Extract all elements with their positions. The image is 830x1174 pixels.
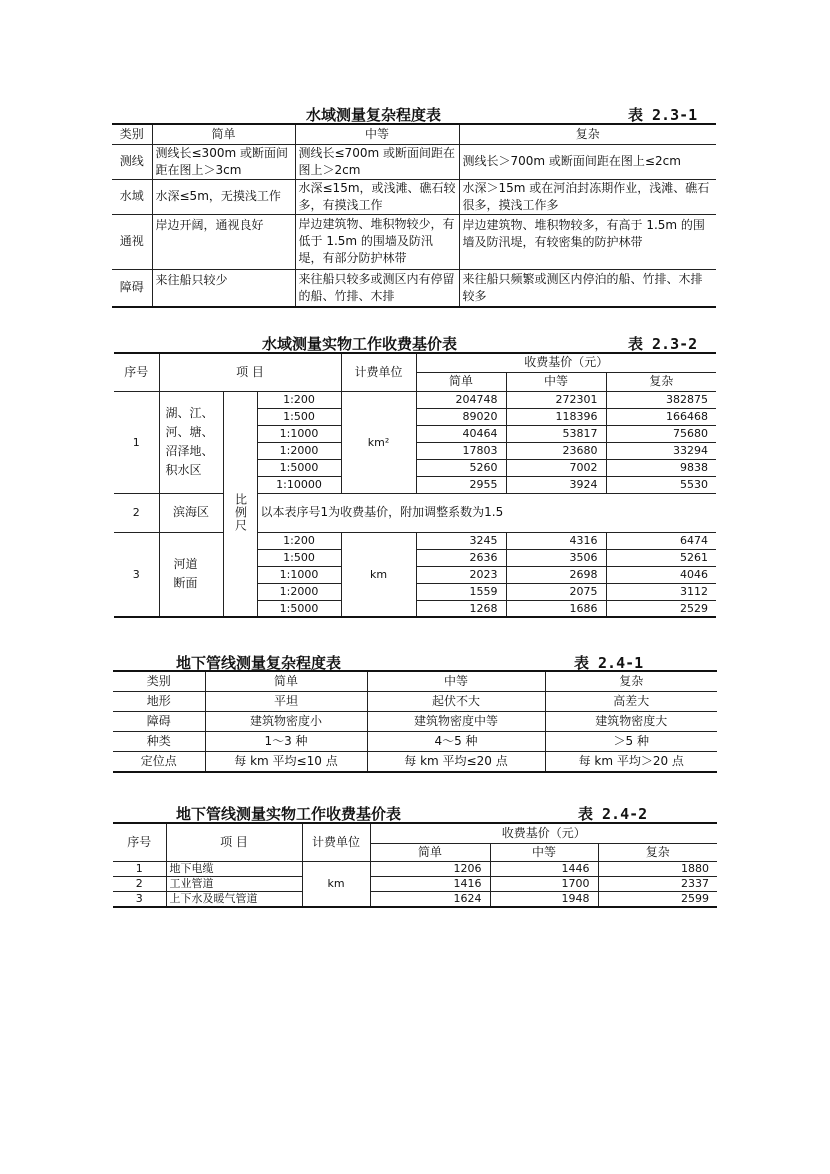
row-no: 1	[114, 391, 159, 493]
cell-complex: 每 km 平均＞20 点	[545, 752, 717, 773]
header-simple: 简单	[416, 372, 506, 391]
price-simple: 5260	[416, 459, 506, 476]
price-medium: 4316	[506, 532, 606, 549]
table-4-title: 地下管线测量实物工作收费基价表	[176, 805, 402, 823]
price-simple: 3245	[416, 532, 506, 549]
row-item-name: 湖、江、河、塘、沼泽地、积水区	[159, 391, 223, 493]
row-unit: km²	[341, 391, 416, 493]
header-simple: 简单	[152, 124, 295, 144]
cell-complex: 水深＞15m 或在河泊封冻期作业，浅滩、礁石很多，摸浅工作多	[459, 179, 716, 214]
header-simple: 简单	[205, 671, 367, 692]
table-row	[114, 493, 716, 532]
price-complex: 2529	[606, 600, 716, 617]
table-3-number: 表 2.4-1	[574, 654, 644, 672]
cell-medium: 测线长≤700m 或断面间距在图上＞2cm	[295, 144, 459, 179]
header-medium: 中等	[295, 124, 459, 144]
cell-simple: 水深≤5m，无摸浅工作	[152, 179, 295, 214]
scale-cell: 1:2000	[257, 583, 341, 600]
price-complex: 9838	[606, 459, 716, 476]
price-complex: 3112	[606, 583, 716, 600]
scale-cell: 1:500	[257, 549, 341, 566]
price-complex: 5261	[606, 549, 716, 566]
price-medium: 53817	[506, 425, 606, 442]
row-note: 以本表序号1为收费基价，附加调整系数为1.5	[257, 493, 716, 532]
header-unit: 计费单位	[302, 823, 370, 861]
price-complex: 166468	[606, 408, 716, 425]
cell-medium: 来往船只较多或测区内有停留的船、竹排、木排	[295, 269, 459, 307]
row-item: 地下电缆	[166, 861, 302, 876]
price-simple: 1624	[370, 891, 490, 907]
row-category: 水域	[112, 179, 152, 214]
table-row	[113, 876, 717, 891]
cell-medium: 4～5 种	[367, 732, 545, 752]
header-unit: 计费单位	[341, 353, 416, 391]
row-no: 2	[113, 876, 166, 891]
table-row	[113, 891, 717, 907]
header-complex: 复杂	[459, 124, 716, 144]
cell-simple: 测线长≤300m 或断面间距在图上＞3cm	[152, 144, 295, 179]
cell-medium: 岸边建筑物、堆积物较少，有低于 1.5m 的围墙及防汛堤，有部分防护林带	[295, 214, 459, 269]
header-price: 收费基价（元）	[416, 353, 716, 372]
header-medium: 中等	[367, 671, 545, 692]
price-complex: 2599	[598, 891, 717, 907]
table-row	[113, 752, 717, 773]
price-medium: 3924	[506, 476, 606, 493]
row-category: 通视	[112, 214, 152, 269]
header-item: 项 目	[166, 823, 302, 861]
price-simple: 40464	[416, 425, 506, 442]
scale-cell: 1:5000	[257, 459, 341, 476]
table-3-title: 地下管线测量复杂程度表	[176, 654, 342, 672]
cell-medium: 起伏不大	[367, 692, 545, 712]
scale-cell: 1:2000	[257, 442, 341, 459]
table-row	[112, 269, 716, 307]
header-complex: 复杂	[545, 671, 717, 692]
row-item: 工业管道	[166, 876, 302, 891]
price-simple: 1559	[416, 583, 506, 600]
row-category: 障碍	[112, 269, 152, 307]
row-unit: km	[302, 861, 370, 907]
header-category: 类别	[112, 124, 152, 144]
table-row	[112, 179, 716, 214]
header-no: 序号	[113, 823, 166, 861]
table-2-number: 表 2.3-2	[628, 335, 698, 353]
row-category: 测线	[112, 144, 152, 179]
cell-medium: 每 km 平均≤20 点	[367, 752, 545, 773]
price-simple: 1416	[370, 876, 490, 891]
table-row	[113, 712, 717, 732]
cell-simple: 平坦	[205, 692, 367, 712]
pipeline-price-table	[113, 822, 717, 908]
header-medium: 中等	[490, 843, 598, 861]
row-no: 3	[114, 532, 159, 617]
cell-complex: 建筑物密度大	[545, 712, 717, 732]
price-complex: 382875	[606, 391, 716, 408]
scale-cell: 1:10000	[257, 476, 341, 493]
price-simple: 2636	[416, 549, 506, 566]
table-1-number: 表 2.3-1	[628, 106, 698, 124]
price-medium: 1948	[490, 891, 598, 907]
header-no: 序号	[114, 353, 159, 391]
water-complexity-table	[112, 123, 716, 308]
scale-cell: 1:1000	[257, 425, 341, 442]
price-complex: 6474	[606, 532, 716, 549]
price-simple: 89020	[416, 408, 506, 425]
price-medium: 23680	[506, 442, 606, 459]
price-complex: 75680	[606, 425, 716, 442]
row-no: 3	[113, 891, 166, 907]
scale-cell: 1:200	[257, 532, 341, 549]
price-medium: 2075	[506, 583, 606, 600]
row-item-name: 河道断面	[159, 532, 223, 617]
price-medium: 118396	[506, 408, 606, 425]
row-category: 定位点	[113, 752, 205, 773]
price-complex: 5530	[606, 476, 716, 493]
row-item-name: 滨海区	[159, 493, 223, 532]
price-medium: 3506	[506, 549, 606, 566]
price-simple: 1268	[416, 600, 506, 617]
cell-complex: ＞5 种	[545, 732, 717, 752]
cell-medium: 水深≤15m，或浅滩、礁石较多，有摸浅工作	[295, 179, 459, 214]
price-simple: 1206	[370, 861, 490, 876]
row-item: 上下水及暖气管道	[166, 891, 302, 907]
price-medium: 2698	[506, 566, 606, 583]
table-row	[113, 732, 717, 752]
header-medium: 中等	[506, 372, 606, 391]
header-category: 类别	[113, 671, 205, 692]
header-simple: 简单	[370, 843, 490, 861]
table-row	[113, 861, 717, 876]
table-row	[114, 532, 716, 549]
row-category: 障碍	[113, 712, 205, 732]
cell-simple: 每 km 平均≤10 点	[205, 752, 367, 773]
price-medium: 1686	[506, 600, 606, 617]
table-row	[114, 391, 716, 408]
pipeline-complexity-table	[113, 670, 717, 773]
cell-complex: 高差大	[545, 692, 717, 712]
row-unit: km	[341, 532, 416, 617]
price-simple: 2955	[416, 476, 506, 493]
price-medium: 7002	[506, 459, 606, 476]
scale-label: 比例尺	[223, 493, 257, 532]
water-price-table	[114, 352, 716, 618]
table-2-title: 水域测量实物工作收费基价表	[262, 335, 458, 353]
row-no: 2	[114, 493, 159, 532]
cell-simple: 来往船只较少	[152, 269, 295, 307]
table-row	[113, 692, 717, 712]
cell-simple: 建筑物密度小	[205, 712, 367, 732]
table-row	[112, 214, 716, 269]
price-simple: 17803	[416, 442, 506, 459]
cell-complex: 来往船只频繁或测区内停泊的船、竹排、木排较多	[459, 269, 716, 307]
scale-cell: 1:5000	[257, 600, 341, 617]
header-price: 收费基价（元）	[370, 823, 717, 843]
cell-complex: 测线长＞700m 或断面间距在图上≤2cm	[459, 144, 716, 179]
header-complex: 复杂	[598, 843, 717, 861]
header-item: 项 目	[159, 353, 341, 391]
cell-simple: 1～3 种	[205, 732, 367, 752]
scale-cell: 1:1000	[257, 566, 341, 583]
row-category: 种类	[113, 732, 205, 752]
price-complex: 1880	[598, 861, 717, 876]
cell-medium: 建筑物密度中等	[367, 712, 545, 732]
price-complex: 33294	[606, 442, 716, 459]
header-complex: 复杂	[606, 372, 716, 391]
table-1-title: 水域测量复杂程度表	[306, 106, 442, 124]
scale-cell: 1:200	[257, 391, 341, 408]
cell-simple: 岸边开阔，通视良好	[152, 214, 295, 269]
cell-complex: 岸边建筑物、堆积物较多，有高于 1.5m 的围墙及防汛堤，有较密集的防护林带	[459, 214, 716, 269]
price-simple: 2023	[416, 566, 506, 583]
price-complex: 2337	[598, 876, 717, 891]
table-row	[112, 144, 716, 179]
price-medium: 272301	[506, 391, 606, 408]
price-medium: 1446	[490, 861, 598, 876]
price-simple: 204748	[416, 391, 506, 408]
price-complex: 4046	[606, 566, 716, 583]
row-no: 1	[113, 861, 166, 876]
price-medium: 1700	[490, 876, 598, 891]
row-category: 地形	[113, 692, 205, 712]
table-4-number: 表 2.4-2	[578, 805, 648, 823]
scale-cell: 1:500	[257, 408, 341, 425]
